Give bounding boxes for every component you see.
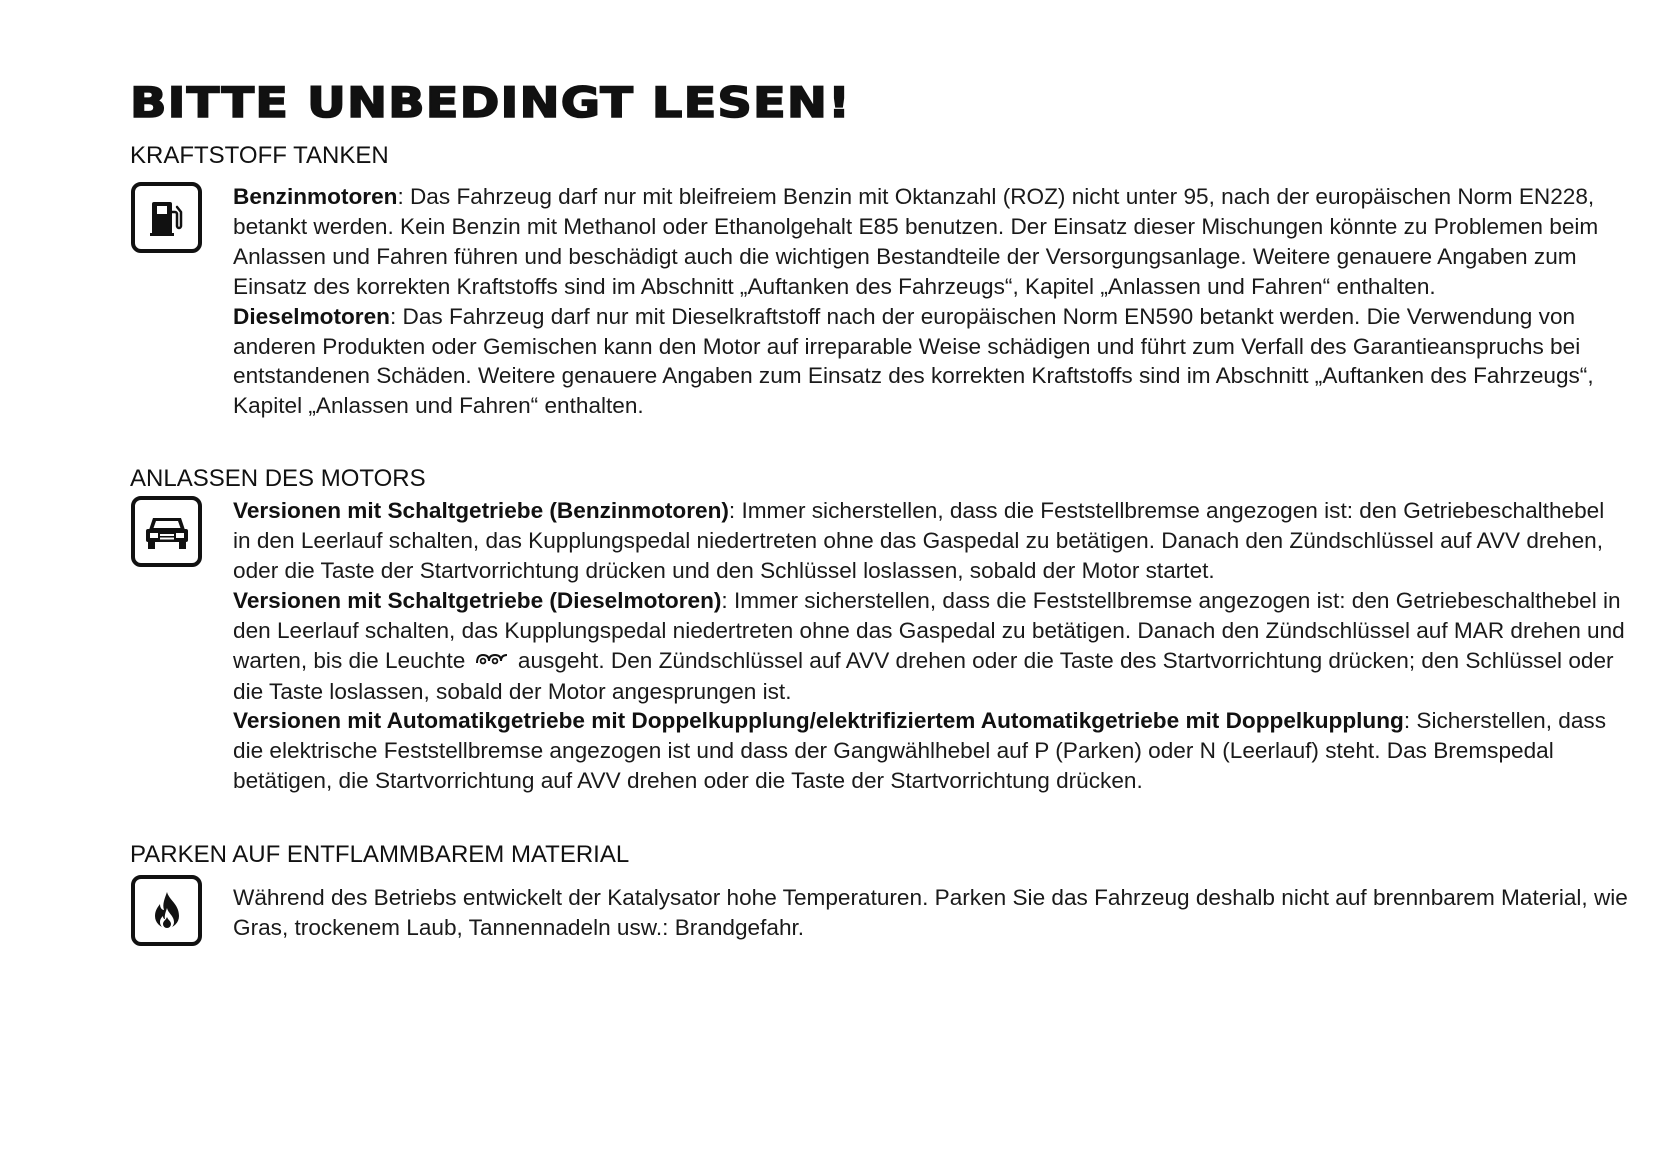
parking-text-block	[233, 883, 1628, 943]
term-manual-petrol: Versionen mit Schaltgetriebe (Benzinmotoren)	[233, 498, 729, 523]
engine-start-text-block	[233, 496, 1628, 796]
section-heading-engine-start: ANLASSEN DES MOTORS	[130, 465, 426, 492]
fuel-paragraph-diesel	[233, 302, 1628, 422]
automatic-dct-text: : Sicherstellen, dass die elektrische Feststellbremse angezogen ist und dass der Gangwählhebel auf P (Parken) oder N (Leerlauf) steht. Das Bremspedal betätigen, die Startvorrichtung auf AVV drehen oder die Taste der Startvorrichtung drücken.	[233, 708, 1607, 794]
section-heading-parking: PARKEN AUF ENTFLAMMBAREM MATERIAL	[130, 841, 630, 868]
term-diesel-engines: Dieselmotoren	[233, 303, 390, 329]
start-paragraph-automatic	[233, 706, 1628, 796]
section-heading-fuel: KRAFTSTOFF TANKEN	[130, 142, 389, 169]
term-manual-diesel: Versionen mit Schaltgetriebe (Dieselmotoren)	[233, 587, 722, 613]
start-paragraph-manual-petrol	[233, 496, 1628, 586]
diesel-engines-text: : Das Fahrzeug darf nur mit Dieselkraftstoff nach der europäischen Norm EN590 betankt werden. Die Verwendung von anderen Produkten oder Gemischen kann den Motor auf irreparable Weise schädigen und führt zum Verfall des Garantieanspruchs bei entstandenen Schäden. Weitere genauere Angaben zum Einsatz des korrekten Kraftstoffs sind im Abschnitt „Auftanken des Fahrzeugs“, Kapitel „Anlassen und Fahren“ enthalten.	[233, 303, 1594, 419]
page-title: BITTE UNBEDINGT LESEN!	[130, 78, 852, 127]
manual-diesel-text-before: : Immer sicherstellen, dass die Feststellbremse angezogen ist: den Getriebeschalthebel in den Leerlauf schalten, das Kupplungspedal niedertreten ohne das Gaspedal zu betätigen. Danach den Zündschlüssel auf MAR drehen und warten, bis die Leuchte	[233, 587, 1625, 673]
glow-plug-icon	[474, 647, 510, 677]
petrol-engines-text: : Das Fahrzeug darf nur mit bleifreiem Benzin mit Oktanzahl (ROZ) nicht unter 95, nach der europäischen Norm EN228, betankt werden. Kein Benzin mit Methanol oder Ethanolgehalt E85 benutzen. Der Einsatz dieser Mischungen könnte zu Problemen beim Anlassen und Fahren führen und beschädigt auch die wichtigen Bestandteile der Versorgungsanlage. Weitere genauere Angaben zum Einsatz des korrekten Kraftstoffs sind im Abschnitt „Auftanken des Fahrzeugs“, Kapitel „Anlassen und Fahren“ enthalten.	[233, 184, 1599, 299]
fuel-paragraph-petrol	[233, 182, 1628, 302]
parking-paragraph: Während des Betriebs entwickelt der Katalysator hohe Temperaturen. Parken Sie das Fahrzeug deshalb nicht auf brennbarem Material, wie Gras, trockenem Laub, Tannennadeln usw.: Brandgefahr.	[233, 885, 1628, 940]
car-front-icon	[131, 496, 202, 567]
flame-icon	[131, 875, 202, 946]
term-automatic-dct: Versionen mit Automatikgetriebe mit Doppelkupplung/elektrifiziertem Automatikgetriebe mit Doppelkupplung	[233, 708, 1404, 734]
manual-petrol-text: : Immer sicherstellen, dass die Feststellbremse angezogen ist: den Getriebeschalthebel in den Leerlauf schalten, das Kupplungspedal niedertreten ohne das Gaspedal zu betätigen. Danach den Zündschlüssel auf AVV drehen, oder die Taste der Startvorrichtung drücken und den Schlüssel loslassen, sobald der Motor startet.	[233, 498, 1605, 583]
fuel-pump-icon	[131, 182, 202, 253]
fuel-text-block	[233, 182, 1628, 421]
term-petrol-engines: Benzinmotoren	[233, 184, 398, 209]
manual-diesel-text-after: ausgeht. Den Zündschlüssel auf AVV drehen oder die Taste des Startvorrichtung drücken; den Schlüssel oder die Taste loslassen, sobald der Motor angesprungen ist.	[233, 647, 1614, 704]
start-paragraph-manual-diesel	[233, 586, 1628, 707]
